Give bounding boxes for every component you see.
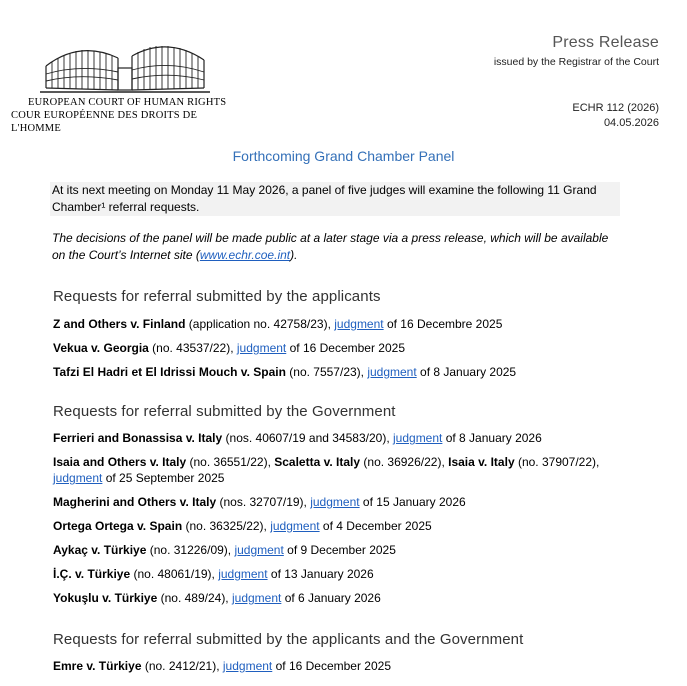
section-heading: Requests for referral submitted by the applicants and the Government xyxy=(53,631,524,648)
case-detail: (nos. 32707/19), xyxy=(216,495,311,509)
judgment-link[interactable]: judgment xyxy=(236,341,287,355)
case-name: Z and Others v. Finland xyxy=(53,317,186,331)
release-reference xyxy=(572,101,659,131)
ref-number: ECHR 112 (2026) xyxy=(572,102,659,114)
case-name: Magherini and Others v. Italy xyxy=(53,495,217,509)
case-detail: (no. 37907/22), xyxy=(514,455,600,469)
court-name-en: EUROPEAN COURT OF HUMAN RIGHTS xyxy=(28,97,227,108)
section-heading: Requests for referral submitted by the applicants xyxy=(53,288,381,305)
section-applicants-and-government xyxy=(0,631,687,674)
press-title: Press Release xyxy=(552,34,659,51)
case-detail: (no. 36551/22), xyxy=(186,455,275,469)
case-detail: (no. 43537/22), xyxy=(148,341,237,355)
case-date: of 16 December 2025 xyxy=(272,659,392,673)
judgment-link[interactable]: judgment xyxy=(334,317,384,331)
case-name: Scaletta v. Italy xyxy=(274,455,361,469)
judgment-link[interactable]: judgment xyxy=(367,365,417,379)
case-item xyxy=(53,454,633,486)
case-detail: (no. 7557/23), xyxy=(285,365,368,379)
page-title: Forthcoming Grand Chamber Panel xyxy=(232,148,455,164)
case-date: of 25 September 2025 xyxy=(102,471,225,485)
case-detail: (no. 48061/19), xyxy=(130,567,219,581)
case-item xyxy=(53,658,633,674)
case-detail: (application no. 42758/23), xyxy=(185,317,335,331)
case-date: of 16 December 2025 xyxy=(286,341,406,355)
case-name: İ.Ç. v. Türkiye xyxy=(53,567,131,581)
case-name: Ortega Ortega v. Spain xyxy=(53,519,183,533)
case-detail: (no. 2412/21), xyxy=(141,659,223,673)
judgment-link[interactable]: judgment xyxy=(231,591,282,605)
case-item xyxy=(53,566,633,582)
case-detail: (no. 36325/22), xyxy=(182,519,271,533)
case-name: Aykaç v. Türkiye xyxy=(53,543,147,557)
case-date: of 9 December 2025 xyxy=(283,543,396,557)
court-logo xyxy=(10,38,240,135)
note-text-before: The decisions of the panel will be made public at a later stage via a press release, which will be available on the Court’s Internet site ( xyxy=(52,231,609,262)
case-date: of 6 January 2026 xyxy=(281,591,381,605)
echr-website-link[interactable]: www.echr.coe.int xyxy=(199,248,291,262)
press-subtitle: issued by the Registrar of the Court xyxy=(493,56,659,68)
court-building-logo-icon xyxy=(40,38,210,96)
judgment-link[interactable]: judgment xyxy=(53,471,103,485)
case-item xyxy=(53,590,633,606)
case-detail: (nos. 40607/19 and 34583/20), xyxy=(222,431,393,445)
judgment-link[interactable]: judgment xyxy=(310,495,360,509)
judgment-link[interactable]: judgment xyxy=(234,543,284,557)
case-item xyxy=(53,340,633,356)
case-detail: (no. 31226/09), xyxy=(146,543,235,557)
judgment-link[interactable]: judgment xyxy=(218,567,268,581)
court-name-fr: COUR EUROPÉENNE DES DROITS DE L'HOMME xyxy=(11,110,198,134)
case-detail: (no. 489/24), xyxy=(157,591,232,605)
note-text-after: ). xyxy=(290,248,298,262)
case-detail: (no. 36926/22), xyxy=(360,455,449,469)
note-paragraph xyxy=(52,230,622,264)
case-name: Tafzi El Hadri et El Idrissi Mouch v. Spain xyxy=(53,365,286,379)
case-date: of 8 January 2025 xyxy=(416,365,517,379)
press-release-header xyxy=(494,34,659,68)
case-name: Ferrieri and Bonassisa v. Italy xyxy=(53,431,223,445)
section-government xyxy=(0,403,687,606)
case-date: of 16 Decembre 2025 xyxy=(383,317,503,331)
case-name: Isaia and Others v. Italy xyxy=(53,455,187,469)
case-name: Emre v. Türkiye xyxy=(53,659,142,673)
case-item xyxy=(53,316,633,332)
section-heading: Requests for referral submitted by the Government xyxy=(53,403,396,420)
judgment-link[interactable]: judgment xyxy=(270,519,320,533)
case-item xyxy=(53,542,633,558)
judgment-link[interactable]: judgment xyxy=(222,659,273,673)
case-name: Vekua v. Georgia xyxy=(53,341,149,355)
section-applicants xyxy=(0,288,687,380)
case-item xyxy=(53,364,633,380)
release-date: 04.05.2026 xyxy=(603,117,659,129)
intro-paragraph: At its next meeting on Monday 11 May 2026, a panel of five judges will examine the following 11 Grand Chamber¹ referral requests. xyxy=(50,182,620,216)
case-name: Yokuşlu v. Türkiye xyxy=(53,591,158,605)
case-date: of 13 January 2026 xyxy=(267,567,374,581)
case-date: of 15 January 2026 xyxy=(359,495,466,509)
case-date: of 8 January 2026 xyxy=(442,431,542,445)
judgment-link[interactable]: judgment xyxy=(393,431,443,445)
case-item xyxy=(53,518,633,534)
case-name: Isaia v. Italy xyxy=(448,455,515,469)
case-item xyxy=(53,494,633,510)
case-date: of 4 December 2025 xyxy=(319,519,432,533)
case-item xyxy=(53,430,633,446)
